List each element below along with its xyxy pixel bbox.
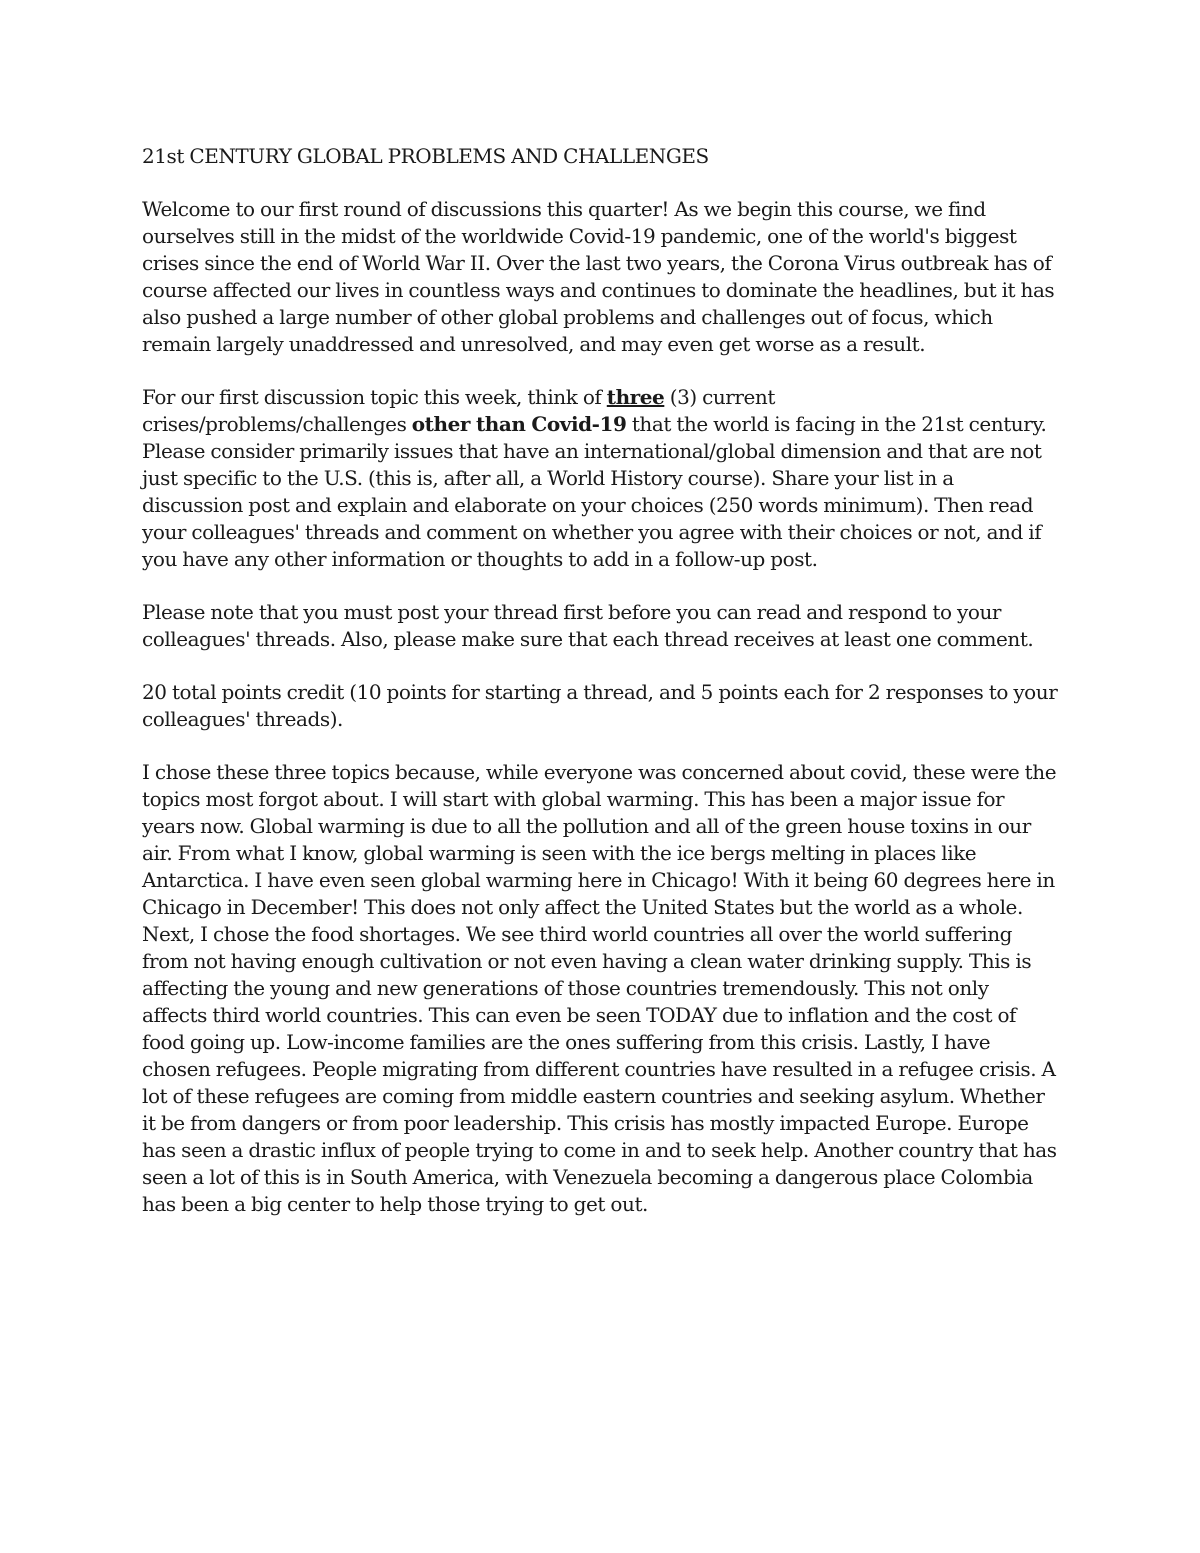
text-line: seen a lot of this is in South America, with Venezuela becoming a dangerous place Colombia — [142, 1165, 1033, 1189]
text-line: food going up. Low-income families are the ones suffering from this crisis. Lastly, I have — [142, 1030, 991, 1054]
text-line: chosen refugees. People migrating from different countries have resulted in a refugee crisis. A — [142, 1057, 1056, 1081]
text-line: remain largely unaddressed and unresolved, and may even get worse as a result. — [142, 332, 926, 356]
text-line — [142, 384, 1072, 411]
text-line: Welcome to our first round of discussions this quarter! As we begin this course, we find — [142, 197, 986, 221]
intro-paragraph — [142, 196, 1072, 358]
text-line: just specific to the U.S. (this is, after all, a World History course). Share your list in a — [142, 466, 954, 490]
text-line: ourselves still in the midst of the worldwide Covid-19 pandemic, one of the world's biggest — [142, 224, 1017, 248]
text-line: I chose these three topics because, while everyone was concerned about covid, these were the — [142, 760, 1057, 784]
text-line: topics most forgot about. I will start with global warming. This has been a major issue for — [142, 787, 1005, 811]
text-line: Please consider primarily issues that have an international/global dimension and that are not — [142, 439, 1042, 463]
text-line: it be from dangers or from poor leadership. This crisis has mostly impacted Europe. Europe — [142, 1111, 1029, 1135]
text-line: from not having enough cultivation or not even having a clean water drinking supply. This is — [142, 949, 1032, 973]
text-line: lot of these refugees are coming from middle eastern countries and seeking asylum. Whether — [142, 1084, 1045, 1108]
note-paragraph — [142, 599, 1072, 653]
points-paragraph — [142, 679, 1072, 733]
text-line — [142, 411, 1072, 438]
text-line: colleagues' threads). — [142, 707, 343, 731]
answer-paragraph — [142, 759, 1072, 1218]
text-line: 20 total points credit (10 points for starting a thread, and 5 points each for 2 responses to your — [142, 680, 1058, 704]
emphasis-other-than-covid: other than Covid-19 — [411, 412, 627, 436]
text-segment: crises/problems/challenges — [142, 412, 412, 436]
text-line: course affected our lives in countless ways and continues to dominate the headlines, but it has — [142, 278, 1055, 302]
text-line: crises since the end of World War II. Over the last two years, the Corona Virus outbreak has of — [142, 251, 1052, 275]
text-segment: (3) current — [664, 385, 775, 409]
emphasis-three: three — [606, 385, 665, 409]
text-segment: that the world is facing in the 21st century. — [626, 412, 1047, 436]
text-line: discussion post and explain and elaborate on your choices (250 words minimum). Then read — [142, 493, 1034, 517]
text-line: air. From what I know, global warming is seen with the ice bergs melting in places like — [142, 841, 977, 865]
text-line: Chicago in December! This does not only affect the United States but the world as a whole. — [142, 895, 1023, 919]
text-line: affecting the young and new generations of those countries tremendously. This not only — [142, 976, 989, 1000]
text-line: Please note that you must post your thread first before you can read and respond to your — [142, 600, 1001, 624]
text-line: Next, I chose the food shortages. We see third world countries all over the world suffering — [142, 922, 1012, 946]
text-segment: For our first discussion topic this week, think of — [142, 385, 607, 409]
text-line: you have any other information or thoughts to add in a follow-up post. — [142, 547, 818, 571]
text-line: years now. Global warming is due to all the pollution and all of the green house toxins in our — [142, 814, 1031, 838]
text-line: affects third world countries. This can even be seen TODAY due to inflation and the cost of — [142, 1003, 1016, 1027]
text-line: also pushed a large number of other global problems and challenges out of focus, which — [142, 305, 993, 329]
document-body — [142, 143, 1072, 1244]
text-line: has been a big center to help those trying to get out. — [142, 1192, 648, 1216]
text-line: Antarctica. I have even seen global warming here in Chicago! With it being 60 degrees here in — [142, 868, 1055, 892]
topic-paragraph — [142, 384, 1072, 573]
text-line: colleagues' threads. Also, please make sure that each thread receives at least one comment. — [142, 627, 1034, 651]
text-line: your colleagues' threads and comment on whether you agree with their choices or not, and if — [142, 520, 1042, 544]
document-title: 21st CENTURY GLOBAL PROBLEMS AND CHALLENGES — [142, 144, 709, 168]
text-line: has seen a drastic influx of people trying to come in and to seek help. Another country that has — [142, 1138, 1057, 1162]
